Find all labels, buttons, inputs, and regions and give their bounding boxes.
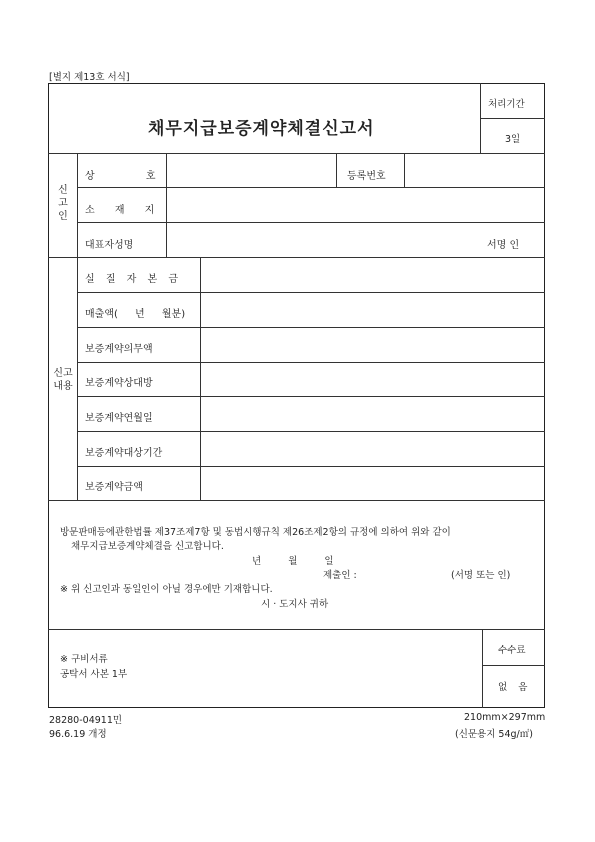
submitter-label: 제출인 : xyxy=(323,570,357,581)
footer-form-code: 28280-04911민 xyxy=(49,715,123,726)
form-title: 채무지급보증계약체결신고서 xyxy=(148,119,375,139)
report-section-label-bottom: 내용 xyxy=(53,381,73,392)
report-row-guarantee-obligation-label: 보증계약의무액 xyxy=(85,344,153,355)
required-documents-label: ※ 구비서류 xyxy=(60,654,108,665)
reporter-section-label: 신고인 xyxy=(58,185,68,222)
fee-value: 없 음 xyxy=(498,682,528,693)
footer-paper-type: (신문용지 54g/㎡) xyxy=(455,729,533,740)
report-row-contract-amount-label: 보증계약금액 xyxy=(85,482,143,493)
capital-field[interactable] xyxy=(202,259,543,290)
footer-revision: 96.6.19 개정 xyxy=(49,729,107,740)
representative-field[interactable] xyxy=(168,224,468,255)
contract-date-field[interactable] xyxy=(202,398,543,429)
statement-line-2: 채무지급보증계약체결을 신고합니다. xyxy=(71,541,224,552)
address-field[interactable] xyxy=(168,189,543,220)
report-row-capital-label: 실 질 자 본 금 xyxy=(85,274,183,285)
contract-period-field[interactable] xyxy=(202,433,543,464)
registration-number-label: 등록번호 xyxy=(347,171,386,182)
report-section-label-top: 신고 xyxy=(53,368,73,379)
statement-recipient: 시 · 도지사 귀하 xyxy=(261,599,329,610)
business-name-field[interactable] xyxy=(168,155,334,185)
report-row-counterparty-label: 보증계약상대방 xyxy=(85,378,153,389)
report-row-contract-date-label: 보증계약연월일 xyxy=(85,413,153,424)
sales-field[interactable] xyxy=(202,294,543,325)
form-number: [별지 제13호 서식] xyxy=(49,72,130,83)
address-label: 소 재 지 xyxy=(85,205,155,216)
contract-amount-field[interactable] xyxy=(202,468,543,498)
statement-note: ※ 위 신고인과 동일인이 아닐 경우에만 기재합니다. xyxy=(60,584,273,595)
fee-label: 수수료 xyxy=(498,645,526,656)
report-row-contract-period-label: 보증계약대상기간 xyxy=(85,448,163,459)
footer-paper-size: 210mm×297mm xyxy=(464,712,546,723)
registration-number-field[interactable] xyxy=(406,155,543,185)
processing-period-label: 처리기간 xyxy=(488,99,525,110)
submitter-signature: (서명 또는 인) xyxy=(451,570,511,581)
report-row-sales-label: 매출액( 년 월분) xyxy=(85,309,186,320)
required-documents-item: 공탁서 사본 1부 xyxy=(60,669,128,680)
guarantee-obligation-field[interactable] xyxy=(202,329,543,360)
processing-period-value: 3일 xyxy=(505,134,521,145)
business-name-label: 상 호 xyxy=(85,171,156,182)
statement-line-1: 방문판매등에관한법률 제37조제7항 및 동법시행규칙 제26조제2항의 규정에 의하여 위와 같이 xyxy=(60,527,451,538)
statement-date: 년 월 일 xyxy=(252,556,334,567)
signature-label: 서명 인 xyxy=(487,240,520,251)
report-section-label xyxy=(51,367,75,393)
counterparty-field[interactable] xyxy=(202,364,543,394)
representative-label: 대표자성명 xyxy=(85,240,134,251)
